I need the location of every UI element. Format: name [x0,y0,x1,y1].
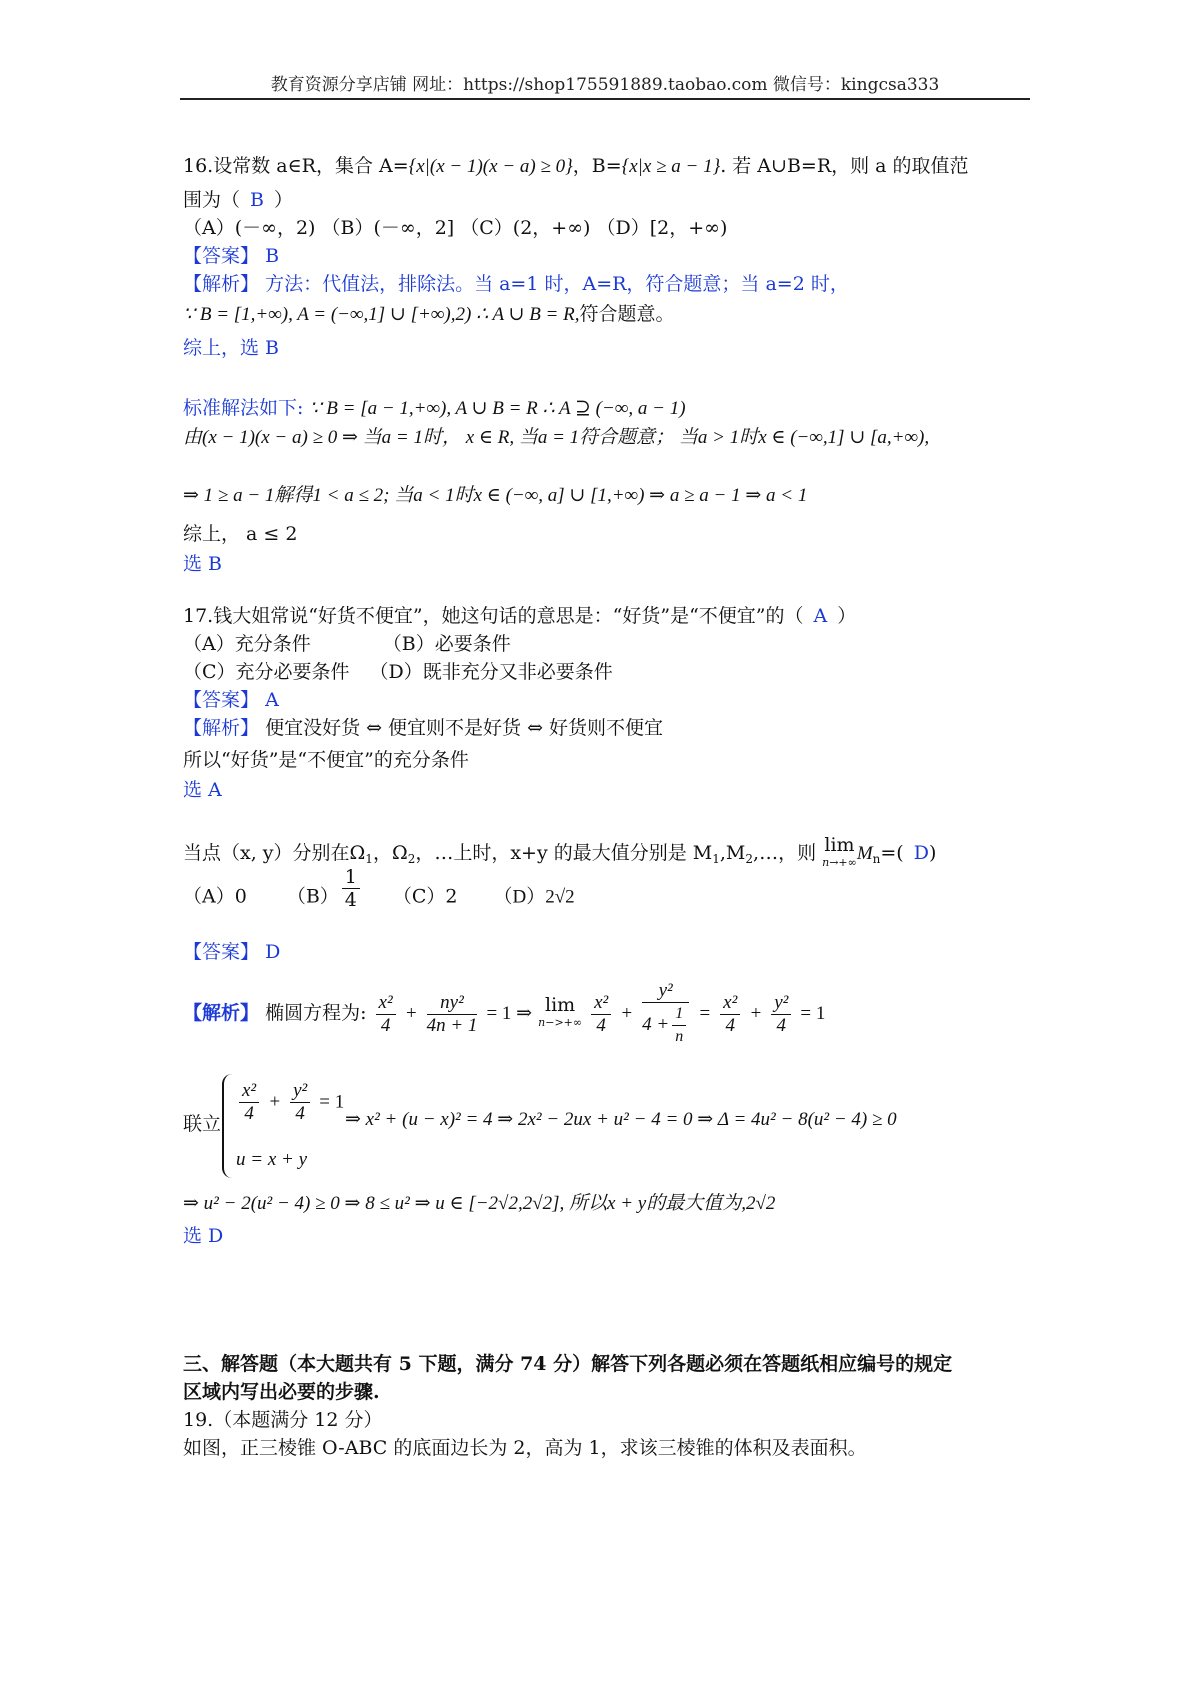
q17-analysis-line1 [183,716,663,740]
q18-frac-4-b: 4 [596,1014,606,1036]
q16-standard-math1: ∵ B = [a − 1,+∞), A ∪ B = R ∴ A ⊇ (−∞, a − 1) [309,398,686,419]
q17-analysis-label: 【解析】 [183,717,260,739]
q17-analysis-text: 便宜没好货 ⇔ 便宜则不是好货 ⇔ 好货则不便宜 [265,717,664,739]
q17-options-row1 [183,632,511,656]
q18-frac-4-plus: 4 + [642,1013,670,1035]
q18-option-b-den: 4 [344,889,357,911]
q18-analysis-lim-word: lim [545,994,576,1016]
q17-option-d: （D）既非充分又非必要条件 [369,661,613,683]
q18-joint-4b: 4 [295,1103,305,1124]
q16-stem-answer: B [250,189,264,211]
q16-options: （A）(－∞，2) （B）(－∞，2] （C）(2，+∞) （D）[2，+∞) [183,217,728,239]
q18-frac-y2-b: y² [771,992,791,1015]
q18-frac-x2-c: x² [720,992,740,1015]
q16-standard-summary: 综上， a ≤ 2 [183,523,298,545]
q18-nested-den [642,1003,689,1048]
q18-stem-6: =( [880,842,904,864]
q18-analysis-intro: 椭圆方程为: [265,1002,367,1024]
q18-stem-1: 当点（x, y）分别在Ω [183,842,366,864]
q18-options [183,866,575,911]
q18-frac-ny2 [427,992,478,1037]
q16-stem-mid: ，B= [572,155,622,177]
q18-stem-end: ) [928,842,937,864]
q18-option-c: （C）2 [392,885,458,908]
q18-answer-label: 【答案】 [183,941,260,963]
q16-answer-label: 【答案】 [183,245,260,267]
q16-standard-line2: 由(x − 1)(x − a) ≥ 0 ⇒ 当a = 1时， x ∈ R, 当a = 1符合题意； 当a > 1时x ∈ (−∞,1] ∪ [a,+∞), [183,427,930,448]
q16-stem-line2 [183,188,293,212]
q17-select: 选 A [183,779,222,801]
q18-frac-x2-4 [376,992,396,1037]
q17-answer-value: A [265,689,279,711]
q18-stem-3: ，…上时，x+y 的最大值分别是 M [415,842,713,864]
q17-stem [183,604,856,628]
q18-m1: 1 [712,852,720,866]
q18-frac-4-c: 4 [725,1014,735,1036]
q17-stem-answer: A [813,605,828,627]
q18-sub-1: 1 [365,852,373,866]
q18-frac-n: n [675,1028,684,1045]
q18-frac-4-d: 4 [776,1014,787,1036]
q18-frac-x2-4-b [591,992,611,1037]
q17-option-c: （C）充分必要条件 [183,661,350,683]
q18-sub-2: 2 [407,852,416,866]
q18-frac-x2-4-c [720,992,740,1037]
q16-answer-value: B [265,245,280,267]
q18-joint-eq-end: = 1 [319,1091,345,1113]
q18-mn-sub: n [872,852,881,866]
q17-analysis-line2: 所以“好货”是“不便宜”的充分条件 [183,749,469,771]
q18-frac-x2-b: x² [591,992,611,1015]
q18-analysis-lim-sub: n−>+∞ [538,1016,583,1029]
q18-frac-ny2-num: ny² [427,992,478,1015]
q16-analysis-line1 [183,272,849,296]
q17-answer-label: 【答案】 [183,689,260,711]
q18-eq1-mid: = 1 ⇒ [486,1003,533,1024]
q18-eq1-end: = 1 [800,1003,826,1024]
q18-option-a: （A）0 [183,885,247,908]
q18-answer-value: D [265,941,281,963]
q16-standard-line3: ⇒ 1 ≥ a − 1解得1 < a ≤ 2; 当a < 1时x ∈ (−∞, a] ∪ [1,+∞) ⇒ a ≥ a − 1 ⇒ a < 1 [183,485,808,506]
q18-frac-y2-nested [642,980,689,1048]
q16-stem-tail: . 若 A∪B=R，则 a 的取值范 [720,155,969,177]
q16-stem-start: 16.设常数 a∈R，集合 A= [183,155,409,177]
header-rule [180,98,1030,100]
q16-analysis-text: 方法：代值法，排除法。当 a=1 时，A=R，符合题意；当 a=2 时， [265,273,849,295]
q18-answer-line [183,940,280,964]
q16-stem-line2-text: 围为（ [183,189,241,211]
q16-analysis-line2 [183,302,675,327]
q18-option-b-num: 1 [342,866,360,889]
q19-label: 19.（本题满分 12 分） [183,1409,383,1431]
q18-joint-x2: x² [239,1080,259,1103]
q18-frac-x2: x² [376,992,396,1015]
q18-frac-y2: y² [642,980,689,1003]
q18-system-brace [222,1074,236,1178]
q18-analysis-label: 【解析】 [183,1002,260,1024]
q18-frac-1: 1 [672,1003,686,1026]
q17-options-row2 [183,660,613,684]
q18-option-b-fraction [342,866,360,911]
q16-summary: 综上，选 B [183,337,280,359]
q18-joint-label: 联立 [183,1113,222,1135]
q17-stem-text: 17.钱大姐常说“好货不便宜”，她这句话的意思是：“好货”是“不便宜”的（ [183,605,804,627]
q18-analysis-line1: 【解析】 椭圆方程为: $\frac{\text{x²}}{4}$ + $\frac{\text{ny²}}{4n + 1}$ = 1 ⇒ lim n−>+∞ $\frac{\text{x²}}{4}$ + y² 4 + $\frac{1}{n}$ = $\frac{\text{x²}}{4}$ + $\frac{\text{y²}}{4}$ = 1 [183,980,825,1048]
q16-standard-label: 标准解法如下: [183,397,304,419]
q17-answer-line [183,688,279,712]
q18-joint-y2: y² [290,1080,310,1103]
q17-option-a: （A）充分条件 [183,633,311,655]
q16-set-b: {x|x ≥ a − 1} [621,156,721,177]
q18-lim-word: lim [824,834,855,856]
q18-joint-eq1: $\frac{\text{x²}}{4}$ + $\frac{\text{y²}}{4}$ = 1 [236,1080,344,1125]
section3-title-line1: 三、解答题（本大题共有 5 下题，满分 74 分）解答下列各题必须在答题纸相应编号的规定 [183,1353,953,1375]
q18-joint-4a: 4 [244,1103,254,1124]
q16-analysis-math: ∵ B = [1,+∞), A = (−∞,1] ∪ [+∞),2) ∴ A ∪ B = R, [183,304,580,325]
q18-frac-4: 4 [380,1014,391,1036]
q18-option-d: （D）2√2 [493,886,575,908]
q18-option-b-label: （B） [286,885,339,908]
q18-stem-4: ,M [719,842,746,864]
q16-set-a: {x|(x − 1)(x − a) ≥ 0} [408,156,573,177]
q16-standard-line1 [183,396,686,421]
q18-joint-frac-x [239,1080,259,1125]
q18-lim-sub: n→+∞ [822,856,857,869]
q16-answer-line [183,244,279,268]
q18-mn: M [856,843,873,864]
q18-stem-2: ，Ω [372,842,408,864]
q19-stem: 如图，正三棱锥 O-ABC 的底面边长为 2，高为 1，求该三棱锥的体积及表面积。 [183,1437,867,1459]
page-header: 教育资源分享店铺 网址：https://shop175591889.taobao.com 微信号：kingcsa333 [270,75,940,95]
section3-title-line2: 区域内写出必要的步骤. [183,1381,380,1403]
q16-select: 选 B [183,553,223,575]
q16-analysis-math-end: 符合题意。 [579,303,675,325]
q18-select: 选 D [183,1225,224,1247]
q18-joint-eq2: u = x + y [236,1149,308,1170]
q16-stem-line2-end: ） [273,189,293,211]
q18-frac-4n1: 4n + 1 [426,1014,478,1036]
q18-stem [183,836,936,872]
q16-stem-line1 [183,154,969,179]
q18-analysis-limit [538,996,582,1032]
q18-m2: 2 [745,852,754,866]
q18-stem-answer: D [913,842,929,864]
q18-limit [822,836,857,872]
q18-joint-frac-y [290,1080,310,1125]
q18-final-line: ⇒ u² − 2(u² − 4) ≥ 0 ⇒ 8 ≤ u² ⇒ u ∈ [−2√2,2√2], 所以x + y的最大值为,2√2 [183,1193,776,1214]
q16-analysis-label: 【解析】 [183,273,260,295]
q18-frac-y2-4 [771,992,791,1037]
q17-option-b: （B）必要条件 [382,633,511,655]
q18-stem-5: ,…，则 [753,842,817,864]
q18-joint-result: ⇒ x² + (u − x)² = 4 ⇒ 2x² − 2ux + u² − 4 = 0 ⇒ Δ = 4u² − 8(u² − 4) ≥ 0 [345,1109,897,1130]
q17-stem-end: ） [837,605,857,627]
